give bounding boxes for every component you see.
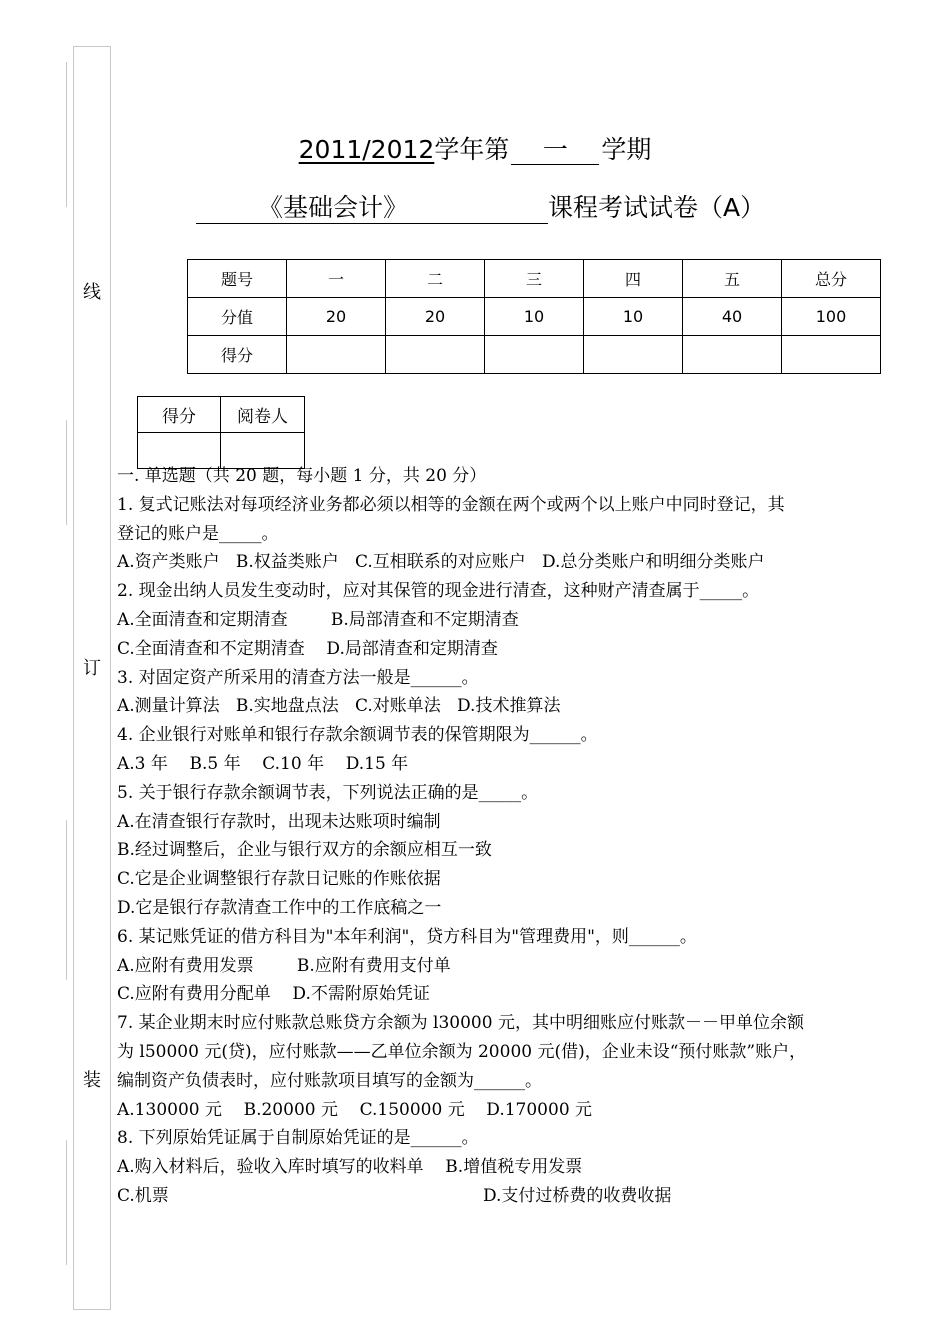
score-input-cell[interactable] [683, 336, 782, 374]
question-line: 编制资产负债表时，应付账款项目填写的金额为______。 [117, 1070, 542, 1091]
question-line: A.测量计算法 B.实地盘点法 C.对账单法 D.技术推算法 [117, 696, 561, 717]
question-line: A.资产类账户 B.权益类账户 C.互相联系的对应账户 D.总分类账户和明细分类账户 [117, 552, 765, 573]
question-line: D.它是银行存款清查工作中的工作底稿之一 [117, 897, 442, 918]
question-line: 登记的账户是_____。 [117, 523, 279, 544]
score-input-cell[interactable] [287, 336, 386, 374]
table-cell: 分值 [188, 298, 287, 336]
score-label: 得分 [138, 397, 221, 433]
question-line: 2. 现金出纳人员发生变动时，应对其保管的现金进行清查，这种财产清查属于_____。 [117, 581, 760, 602]
score-input-cell[interactable] [584, 336, 683, 374]
question-line: 1. 复式记账法对每项经济业务都必须以相等的金额在两个或两个以上账户中同时登记，其 [117, 494, 785, 515]
table-cell: 40 [683, 298, 782, 336]
table-cell: 四 [584, 260, 683, 298]
question-line: 3. 对固定资产所采用的清查方法一般是______。 [117, 667, 479, 688]
year-suffix: 学年第 [434, 135, 510, 164]
margin-label-line: 线 [83, 282, 101, 303]
table-row [188, 336, 881, 374]
term-suffix: 学期 [601, 135, 652, 164]
table-cell: 总分 [782, 260, 881, 298]
question-line: 6. 某记账凭证的借方科目为"本年利润"，贷方科目为"管理费用"，则______。 [117, 926, 697, 947]
margin-label-bind: 订 [83, 658, 101, 679]
course-name: 《基础会计》 [196, 193, 548, 224]
grader-label: 阅卷人 [221, 397, 305, 433]
score-input-cell[interactable] [485, 336, 584, 374]
term-title [0, 130, 950, 166]
table-cell: 得分 [188, 336, 287, 374]
question-line: C.它是企业调整银行存款日记账的作账依据 [117, 869, 441, 890]
table-cell: 100 [782, 298, 881, 336]
question-line: 为 l50000 元(贷)，应付账款——乙单位余额为 20000 元(借)，企业未设“预付账款”账户， [117, 1041, 807, 1062]
question-line: A.购入材料后，验收入库时填写的收料单 B.增值税专用发票 [117, 1157, 583, 1178]
margin-rule [66, 420, 67, 525]
exam-title-text: 课程考试试卷（A） [548, 193, 766, 222]
question-line: B.经过调整后，企业与银行双方的余额应相互一致 [117, 840, 492, 861]
score-input-cell[interactable] [782, 336, 881, 374]
table-cell: 20 [287, 298, 386, 336]
table-cell: 一 [287, 260, 386, 298]
table-cell: 二 [386, 260, 485, 298]
option-d: D.支付过桥费的收费收据 [483, 1185, 672, 1206]
margin-label-assemble: 装 [83, 1070, 101, 1091]
table-row [138, 397, 305, 433]
table-cell: 10 [485, 298, 584, 336]
grader-table [137, 396, 305, 469]
question-line: A.130000 元 B.20000 元 C.150000 元 D.170000 元 [117, 1099, 593, 1120]
table-cell: 题号 [188, 260, 287, 298]
table-cell: 三 [485, 260, 584, 298]
question-line: 7. 某企业期末时应付账款总账贷方余额为 l30000 元，其中明细账应付账款－－甲单位余额 [117, 1013, 804, 1034]
table-cell: 20 [386, 298, 485, 336]
term-value: 一 [511, 136, 599, 165]
question-line: 5. 关于银行存款余额调节表，下列说法正确的是_____。 [117, 782, 539, 803]
question-line: 4. 企业银行对账单和银行存款余额调节表的保管期限为______。 [117, 725, 598, 746]
table-row [188, 298, 881, 336]
table-cell: 五 [683, 260, 782, 298]
section-heading: 一. 单选题（共 20 题，每小题 1 分，共 20 分） [117, 466, 487, 486]
academic-year: 2011/2012 [298, 135, 435, 164]
margin-rule [66, 1140, 67, 1265]
margin-rule [66, 820, 67, 980]
score-input-cell[interactable] [386, 336, 485, 374]
table-cell: 10 [584, 298, 683, 336]
question-line: C.全面清查和不定期清查 D.局部清查和定期清查 [117, 638, 498, 659]
option-c: C.机票 [117, 1185, 169, 1206]
question-line: A.在清查银行存款时，出现未达账项时编制 [117, 811, 441, 832]
question-line [117, 1182, 887, 1211]
section-single-choice [117, 462, 887, 1211]
question-line: 8. 下列原始凭证属于自制原始凭证的是______。 [117, 1128, 479, 1149]
table-row [188, 260, 881, 298]
question-line: A.应附有费用发票 B.应附有费用支付单 [117, 955, 451, 976]
question-line: A.全面清查和定期清查 B.局部清查和不定期清查 [117, 609, 519, 630]
question-line: C.应附有费用分配单 D.不需附原始凭证 [117, 984, 430, 1005]
exam-title [196, 188, 765, 224]
question-line: A.3 年 B.5 年 C.10 年 D.15 年 [117, 753, 409, 774]
score-table [187, 259, 881, 374]
